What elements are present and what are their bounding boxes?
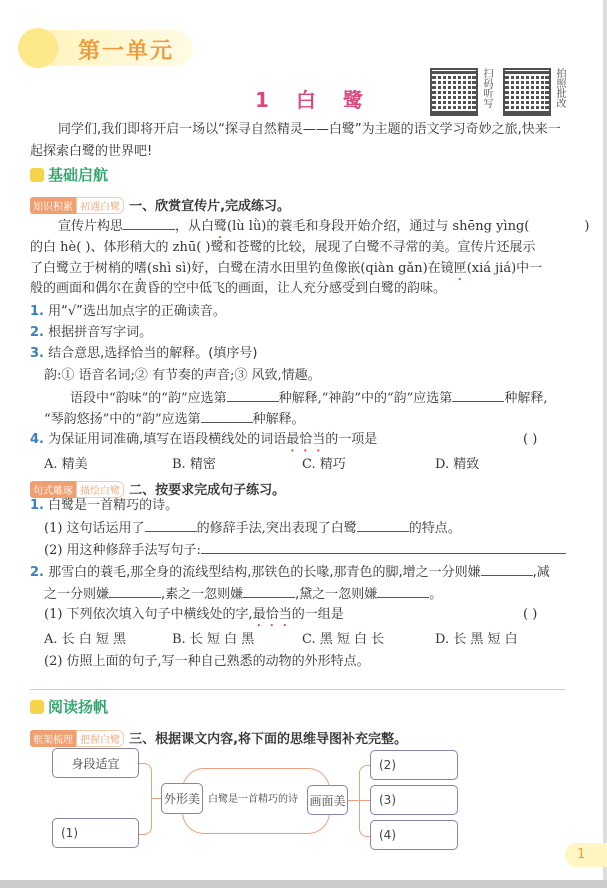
qr-label: 拍照批改 [554,68,565,108]
unit-title: 第一单元 [78,38,175,64]
divider [30,689,565,690]
text-span: 之一分则嫌 [44,587,110,602]
option-d[interactable]: D. 长 黑 短 白 [435,632,518,647]
blank[interactable] [357,519,409,532]
para-line: 般的画面和偶尔在黄昏的空中低飞的画面，让人充分感受到白鹭的韵味。 [30,281,447,296]
mindmap-branch: 画面美 [307,785,348,815]
para-line: 的白 hè( )、体形稍大的 zhū( )鹭和苍鹭的比较，展现了白鹭不寻常的美。宣传片还展示 [30,240,536,255]
part2-header [30,479,285,498]
text-span: 4. [30,432,44,447]
text-span: 嗜 [134,261,148,276]
q3-line [44,410,305,429]
section-basics [30,164,108,185]
page-edge [603,0,607,888]
text-span: 宣传片构思 [58,219,124,234]
q1-sub1 [44,519,461,538]
answer-paren[interactable]: ( ) [523,432,538,447]
part3-header [30,728,407,747]
text-span: 的修辞手法,突出表现了白鹭 [196,521,357,536]
text-span: ,素之一忽则嫌 [161,587,244,602]
page-edge-bottom [0,880,607,888]
blank[interactable] [377,585,429,598]
mindmap-blank-node[interactable]: (2) [370,750,458,780]
text-span: 。 [429,587,443,602]
q2-sub2: (2) 仿照上面的句子,写一种自己熟悉的动物的外形特点。 [44,654,370,669]
qr-label: 扫码听写 [481,68,492,108]
section-title: 阅读扬帆 [48,698,109,716]
text-span: 为保证用词准确,填写在语段横线处的词语 [48,432,287,447]
text-span: 1. [30,304,44,319]
option-c[interactable]: C. 精巧 [302,457,346,472]
text-span: 的一组是 [291,607,344,622]
answer-paren[interactable]: ( ) [523,607,538,622]
text-span: (1) 这句话运用了 [44,521,145,536]
text-span: 最恰当 [252,607,292,622]
connector-line [139,763,152,835]
mindmap-blank-node[interactable]: (1) [52,818,139,848]
text-span: 的一项是 [325,432,378,447]
section-title: 基础启航 [48,166,109,184]
option-a[interactable]: A. 精美 [44,457,88,472]
option-c[interactable]: C. 黑 短 白 长 [302,632,385,647]
page-number: 1 [565,843,607,867]
blank[interactable] [243,585,295,598]
text-span: 根据拼音写字词。 [48,325,153,340]
text-span: 2. [30,565,44,580]
text-span: 2. [30,325,44,340]
text-span: ,减 [532,565,550,580]
lesson-title: 1 白 鹭 [255,88,373,112]
blank[interactable] [145,519,197,532]
text-span: (lù lǜ)的蓑毛和身段开始介绍，通过与 shēng yìng( [227,219,530,234]
question-2 [30,324,152,342]
option-a[interactable]: A. 长 白 短 黑 [44,632,127,647]
q2-line [44,585,442,604]
blank[interactable] [227,389,279,402]
option-b[interactable]: B. 精密 [172,457,216,472]
text-span: (2) 用这种修辞手法写句子: [44,543,201,558]
definition: 韵:① 语音名词;② 有节奏的声音;③ 风致,情趣。 [44,368,321,383]
text-span: (qiàn gǎn)在镜 [360,261,454,276]
question-heading: 三、根据课文内容,将下面的思维导图补充完整。 [129,732,408,747]
question-2 [30,563,550,582]
text-span: 嵌 [347,261,361,276]
text-span: 匣 [453,261,467,276]
text-span: 种解释, [504,391,548,406]
q2-sub1 [44,606,344,630]
intro-line: 同学们,我们即将开启一场以“探寻自然精灵——白鹭”为主题的语文学习奇妙之旅,快来一 [58,122,561,137]
text-span: 了白鹭立于树梢的 [30,261,135,276]
blank[interactable] [109,585,161,598]
mindmap-node: 身段适宜 [52,748,139,778]
mascot-icon [18,28,58,68]
text-span: ,黛之一忽则嫌 [295,587,378,602]
text-span: 白鹭是一首精巧的诗。 [48,498,179,513]
mindmap-branch: 外形美 [161,783,203,814]
question-1 [30,303,226,321]
text-span: ，从白 [175,219,215,234]
q3-line [70,389,547,408]
blank[interactable] [452,389,504,402]
text-span: 语段中“韵味”的“韵”应选第 [70,391,227,406]
intro-line: 起探索白鹭的世界吧! [30,144,153,159]
mindmap-blank-node[interactable]: (4) [370,820,458,850]
text-span: (1) 下列依次填入句子中横线处的字, [44,607,253,622]
text-span: 种解释。 [252,412,305,427]
tag: 描绘白鹭 [76,481,124,498]
text-span: ) [584,219,590,234]
question-1 [30,497,178,515]
question-4 [30,431,377,455]
text-span: (xiá jiá)中一 [466,261,543,276]
text-span: 的特点。 [408,521,461,536]
q1-sub2 [44,541,566,560]
section-reading [30,696,108,717]
tag: 句式雕琢 [30,481,76,498]
tag: 知识积累 [30,197,76,214]
tag: 把握白鹭 [76,730,124,747]
qr-code-icon[interactable] [430,68,478,116]
connector-line [151,798,161,799]
option-b[interactable]: B. 长 短 白 黑 [172,632,255,647]
mindmap-center: 白鹭是一首精巧的诗 [208,794,298,805]
option-d[interactable]: D. 精致 [435,457,480,472]
text-span: 鹭 [214,219,228,234]
blank[interactable] [201,410,253,423]
question-heading: 一、欣赏宣传片,完成练习。 [129,199,291,214]
question-3 [30,345,257,363]
blank[interactable] [123,217,175,230]
section-icon [30,168,44,182]
question-heading: 二、按要求完成句子练习。 [129,483,286,498]
qr-code-icon[interactable] [503,68,551,116]
mindmap-blank-node[interactable]: (3) [370,785,458,815]
section-icon [30,700,44,714]
text-span: 结合意思,选择恰当的解释。(填序号) [48,346,258,361]
text-span: 最恰当 [286,432,326,447]
blank[interactable] [481,563,533,576]
text-span: 3. [30,346,44,361]
text-span: 那雪白的蓑毛,那全身的流线型结构,那铁色的长喙,那青色的脚,增之一分则嫌 [48,565,481,580]
tag: 初遇白鹭 [76,197,124,214]
text-span: (shì sì)好，白鹭在清水田里钓鱼像 [147,261,348,276]
text-span: 用“√”选出加点字的正确读音。 [48,304,226,319]
part1-header [30,195,290,214]
text-span: “琴韵悠扬”中的“韵”应选第 [44,412,201,427]
text-span: 种解释,“神韵”中的“韵”应选第 [278,391,453,406]
tag: 框架梳理 [30,730,76,747]
text-span: 1. [30,498,44,513]
answer-line[interactable] [201,541,566,554]
